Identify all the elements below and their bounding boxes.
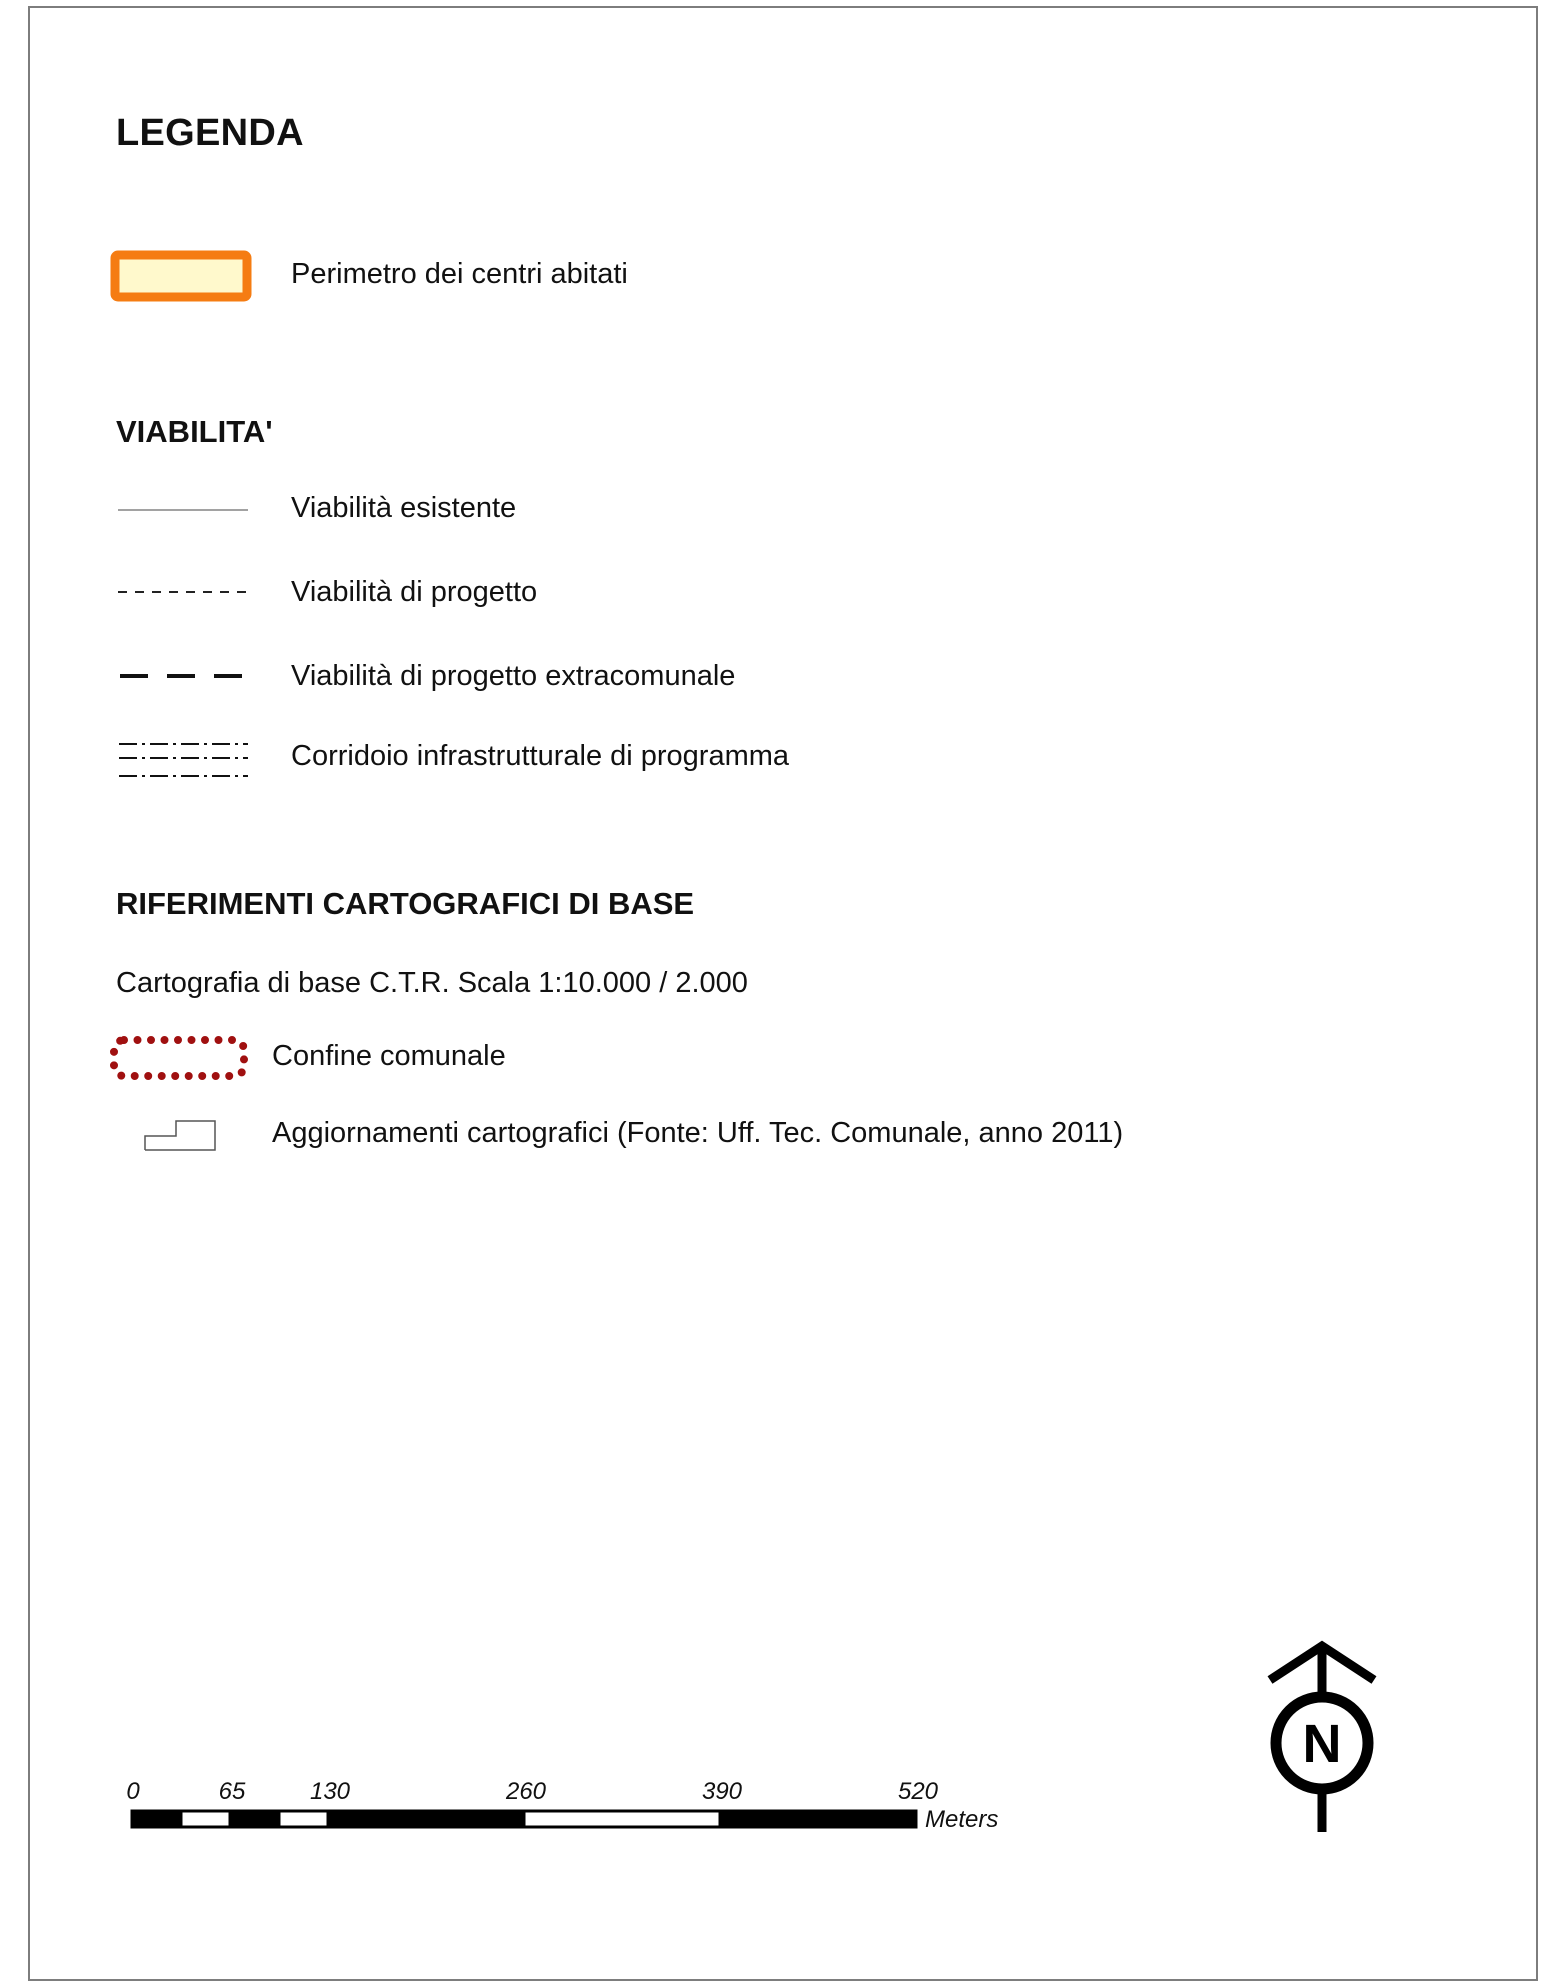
scale-unit: Meters <box>925 1806 999 1833</box>
viabilita-progetto-label: Viabilità di progetto <box>291 576 538 608</box>
perimetro-label: Perimetro dei centri abitati <box>291 258 628 290</box>
scale-tick-0: 0 <box>126 1778 140 1805</box>
north-letter: N <box>1302 1714 1342 1774</box>
scale-bar-segment <box>720 1811 916 1827</box>
confine-comunale-symbol <box>108 1034 252 1084</box>
corridoio-symbol <box>116 738 252 782</box>
scale-bar <box>130 1808 922 1830</box>
scale-bar-segment <box>328 1811 524 1827</box>
viabilita-heading: VIABILITA' <box>116 414 273 449</box>
aggiornamenti-symbol <box>142 1116 220 1154</box>
scale-tick-520: 520 <box>897 1778 939 1805</box>
perimetro-symbol <box>110 250 252 302</box>
viabilita-progetto-symbol <box>116 582 252 602</box>
viabilita-esistente-label: Viabilità esistente <box>291 492 517 524</box>
confine-comunale-label: Confine comunale <box>272 1040 506 1072</box>
viabilita-esistente-symbol <box>116 500 252 520</box>
cartografia-text: Cartografia di base C.T.R. Scala 1:10.000 / 2.000 <box>116 967 748 999</box>
scale-bar-segment <box>132 1811 181 1827</box>
viabilita-extracomunale-symbol <box>116 666 252 686</box>
legend-title: LEGENDA <box>116 112 304 154</box>
viabilita-extracomunale-label: Viabilità di progetto extracomunale <box>291 660 736 692</box>
north-arrow-icon <box>1264 1640 1380 1836</box>
scale-bar-segment <box>279 1811 328 1827</box>
scale-tick-130: 130 <box>309 1778 351 1805</box>
scale-tick-65: 65 <box>218 1778 246 1805</box>
scale-bar-segment <box>524 1811 720 1827</box>
scale-tick-260: 260 <box>505 1778 547 1805</box>
scale-bar-segment <box>181 1811 230 1827</box>
riferimenti-heading: RIFERIMENTI CARTOGRAFICI DI BASE <box>116 886 695 921</box>
scale-tick-390: 390 <box>701 1778 743 1805</box>
scale-bar-segment <box>230 1811 279 1827</box>
corridoio-label: Corridoio infrastrutturale di programma <box>291 740 790 772</box>
aggiornamenti-label: Aggiornamenti cartografici (Fonte: Uff. Tec. Comunale, anno 2011) <box>272 1117 1124 1149</box>
